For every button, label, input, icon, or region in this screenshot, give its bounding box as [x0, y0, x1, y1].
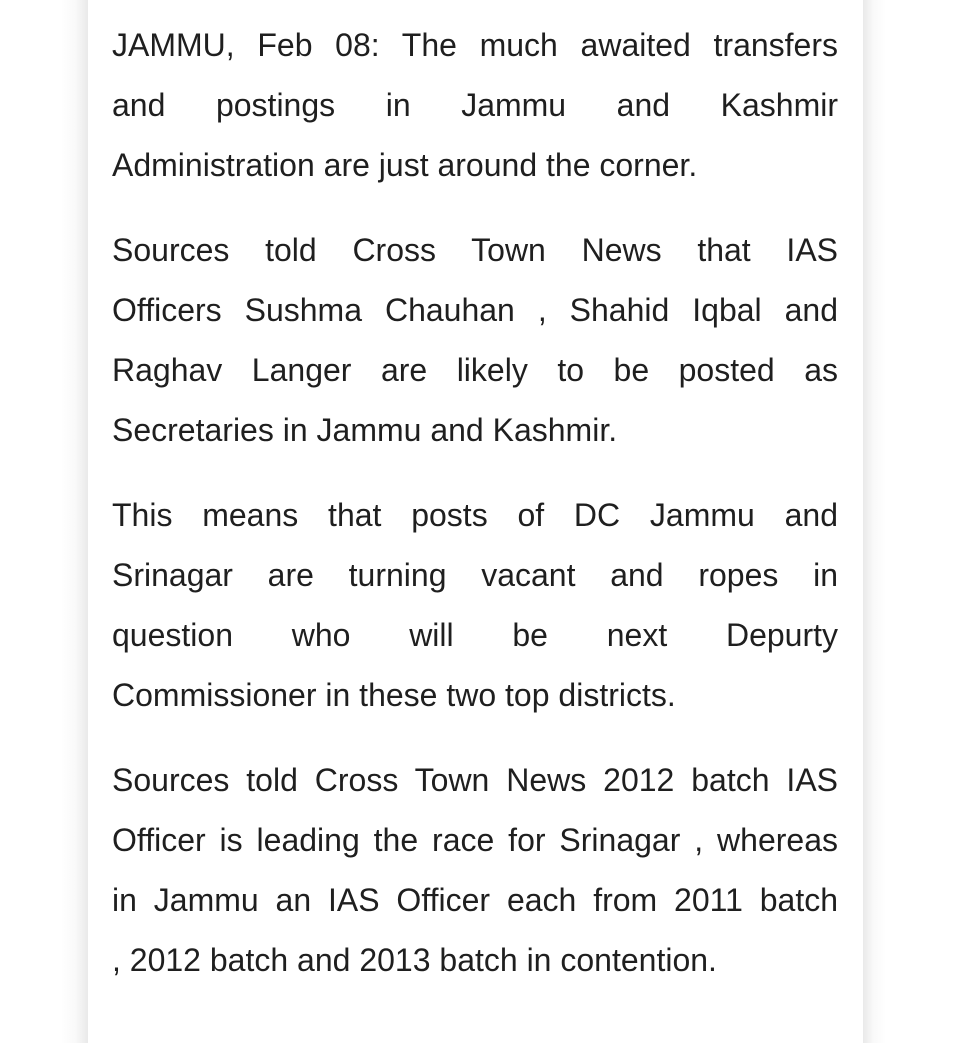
paragraph-3 — [112, 485, 838, 725]
text-line: Officer is leading the race for Srinagar , whereas — [112, 822, 838, 858]
text-line: Administration are just around the corner. — [112, 147, 698, 183]
text-line: Commissioner in these two top districts. — [112, 677, 676, 713]
paragraph-1 — [112, 15, 838, 195]
text-line: Sources told Cross Town News that IAS — [112, 232, 838, 268]
text-line: JAMMU, Feb 08: The much awaited transfers — [112, 27, 838, 63]
text-line: Officers Sushma Chauhan , Shahid Iqbal and — [112, 292, 838, 328]
text-line: Secretaries in Jammu and Kashmir. — [112, 412, 618, 448]
page-right-edge-shadow — [863, 0, 886, 1043]
text-line: question who will be next Depurty — [112, 617, 838, 653]
text-line: in Jammu an IAS Officer each from 2011 batch — [112, 882, 838, 918]
article-page[interactable] — [88, 0, 863, 1043]
text-line: Raghav Langer are likely to be posted as — [112, 352, 838, 388]
paragraph-4 — [112, 750, 838, 990]
text-line: Sources told Cross Town News 2012 batch IAS — [112, 762, 838, 798]
paragraph-2 — [112, 220, 838, 460]
text-line: Srinagar are turning vacant and ropes in — [112, 557, 838, 593]
page-left-edge-shadow — [60, 0, 88, 1043]
article-body — [88, 0, 863, 990]
text-line: and postings in Jammu and Kashmir — [112, 87, 838, 123]
text-line: , 2012 batch and 2013 batch in contention. — [112, 942, 717, 978]
text-line: This means that posts of DC Jammu and — [112, 497, 838, 533]
